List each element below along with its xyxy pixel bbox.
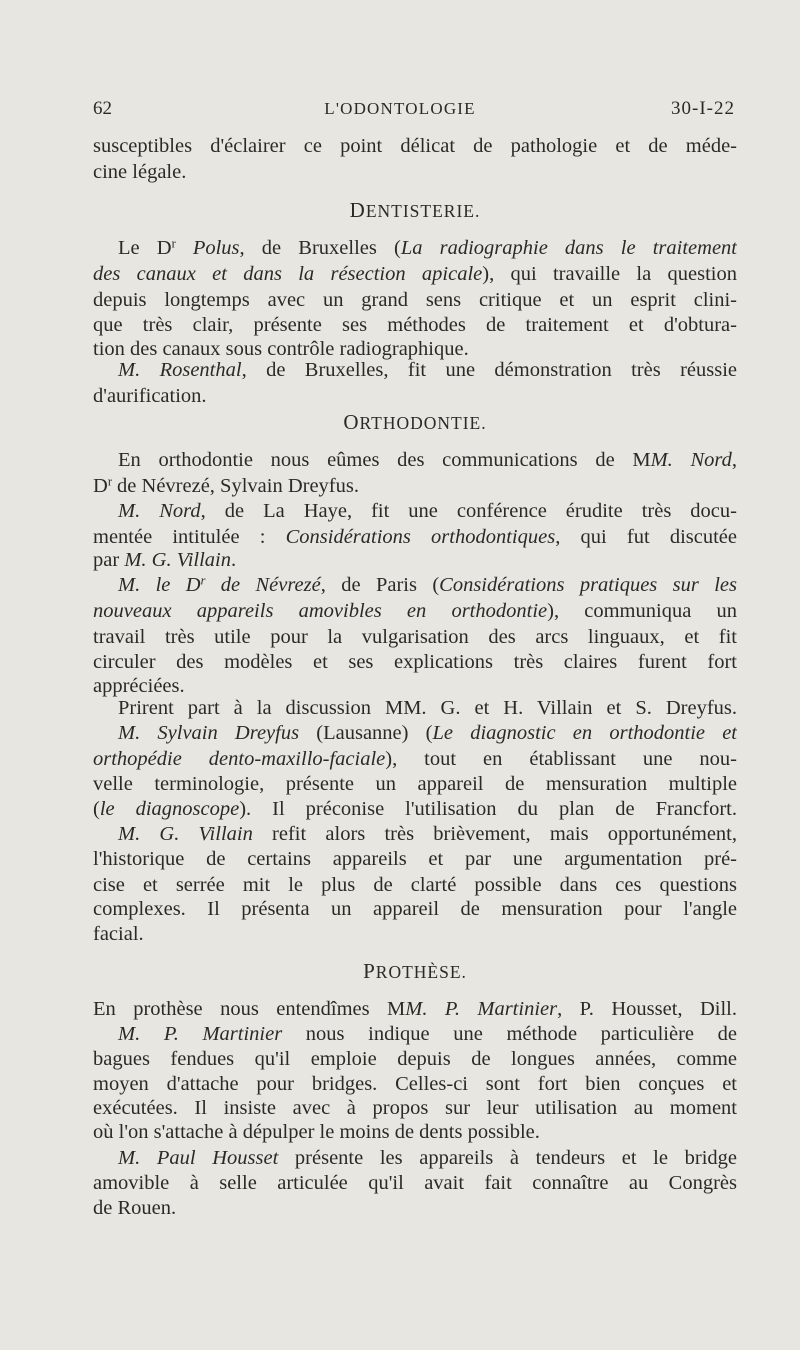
text-line: l'historique de certains appareils et par une argumentation pré- — [93, 848, 737, 870]
text-line: circuler des modèles et ses explications très claires furent fort — [93, 651, 737, 673]
text-line: Le $D^r$ Polus, de Bruxelles (La radiographie dans le traitement — [118, 236, 737, 259]
section-heading: DENTISTERIE. — [349, 198, 481, 222]
text-line: M. Nord, de La Haye, fit une conférence érudite très docu- — [118, 500, 737, 522]
text-line: moyen d'attache pour bridges. Celles-ci sont fort bien conçues et — [93, 1073, 737, 1095]
text-line: M. Sylvain Dreyfus (Lausanne) (Le diagnostic en orthodontie et — [118, 722, 737, 744]
issue-date: 30-I-22 — [671, 98, 735, 119]
text-line: facial. — [93, 923, 144, 945]
text-line: de Rouen. — [93, 1197, 177, 1219]
text-line: d'aurification. — [93, 385, 207, 407]
section-heading: ORTHODONTIE. — [343, 410, 487, 434]
text-line: M. Paul Housset présente les appareils à tendeurs et le bridge — [118, 1147, 737, 1169]
text-line: amovible à selle articulée qu'il avait fait connaître au Congrès — [93, 1172, 737, 1194]
text-line: travail très utile pour la vulgarisation des arcs linguaux, et fit — [93, 626, 737, 648]
text-line: M. le $D^r$ de Névrezé, de Paris (Considérations pratiques sur les — [118, 573, 737, 596]
text-line: En orthodontie nous eûmes des communications de MM. Nord, — [118, 449, 737, 471]
text-line: orthopédie dento-maxillo-faciale), tout en établissant une nou- — [93, 748, 737, 770]
text-line: mentée intitulée : Considérations orthodontiques, qui fut discutée — [93, 526, 737, 548]
text-line: cine légale. — [93, 161, 187, 183]
text-line: complexes. Il présenta un appareil de mensuration pour l'angle — [93, 898, 737, 920]
text-line: des canaux et dans la résection apicale), qui travaille la question — [93, 263, 737, 285]
text-line: tion des canaux sous contrôle radiographique. — [93, 338, 469, 360]
text-line: velle terminologie, présente un appareil de mensuration multiple — [93, 773, 737, 795]
text-line: Prirent part à la discussion MM. G. et H. Villain et S. Dreyfus. — [118, 697, 737, 719]
text-line: (le diagnoscope). Il préconise l'utilisation du plan de Francfort. — [93, 798, 737, 820]
text-line: bagues fendues qu'il emploie depuis de longues années, comme — [93, 1048, 737, 1070]
text-line: où l'on s'attache à dépulper le moins de dents possible. — [93, 1121, 540, 1143]
text-line: M. G. Villain refit alors très brièvement, mais opportunément, — [118, 823, 737, 845]
page-number: 62 — [93, 98, 112, 119]
text-line: exécutées. Il insiste avec à propos sur leur utilisation au moment — [93, 1097, 737, 1119]
text-line: par M. G. Villain. — [93, 549, 237, 571]
section-heading: PROTHÈSE. — [363, 959, 467, 983]
text-line: nouveaux appareils amovibles en orthodontie), communiqua un — [93, 600, 737, 622]
text-line: depuis longtemps avec un grand sens critique et un esprit clini- — [93, 289, 737, 311]
text-line: cise et serrée mit le plus de clarté possible dans ces questions — [93, 874, 737, 896]
text-line: $D^r$ de Névrezé, Sylvain Dreyfus. — [93, 474, 359, 497]
text-line: que très clair, présente ses méthodes de traitement et d'obtura- — [93, 314, 737, 336]
text-line: susceptibles d'éclairer ce point délicat de pathologie et de méde- — [93, 135, 737, 157]
text-line: M. Rosenthal, de Bruxelles, fit une démonstration très réussie — [118, 359, 737, 381]
text-line: En prothèse nous entendîmes MM. P. Martinier, P. Housset, Dill. — [93, 998, 737, 1020]
text-line: appréciées. — [93, 675, 185, 697]
running-title: L'ODONTOLOGIE — [324, 99, 476, 118]
text-line: M. P. Martinier nous indique une méthode particulière de — [118, 1023, 737, 1045]
